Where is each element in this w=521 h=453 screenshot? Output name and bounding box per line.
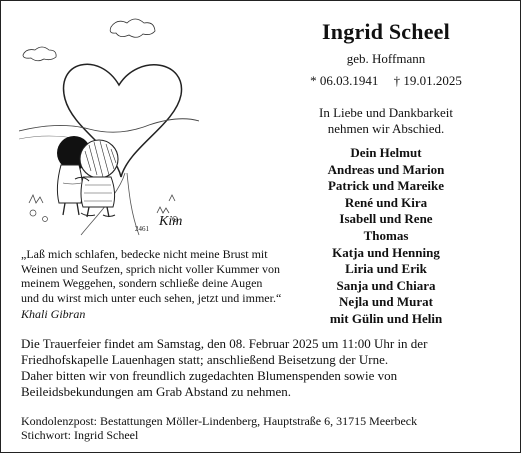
quote-text xyxy=(21,247,283,305)
mourner: Liria und Erik xyxy=(345,261,427,277)
notice-line: Friedhofskapelle Lauenhagen statt; anschließend Beisetzung der Urne. xyxy=(21,352,389,367)
quote-line: „Laß mich schlafen, bedecke nicht meine Brust mit xyxy=(21,247,268,261)
contact-line: Stichwort: Ingrid Scheel xyxy=(21,428,139,442)
contact-line: Kondolenzpost: Bestattungen Möller-Lindenberg, Hauptstraße 6, 31715 Meerbeck xyxy=(21,414,418,428)
life-dates xyxy=(263,73,509,89)
condolence-contact xyxy=(21,414,511,442)
farewell-text xyxy=(263,105,509,137)
mourner: Andreas und Marion xyxy=(327,161,445,177)
couple-heart-illustration xyxy=(19,13,199,239)
mourner: Thomas xyxy=(363,227,409,243)
quote-line: und du wirst mich unter euch sehen, jetzt und immer.“ xyxy=(21,290,282,305)
mourners-list xyxy=(263,145,509,328)
farewell-line: nehmen wir Abschied. xyxy=(327,121,445,136)
funeral-notice xyxy=(21,336,511,400)
artist-signature: Kim xyxy=(159,214,183,229)
death-date: † 19.01.2025 xyxy=(393,73,462,88)
notice-line: Die Trauerfeier findet am Samstag, den 08. Februar 2025 um 11:00 Uhr in der xyxy=(21,336,428,351)
mourner: Nejla und Murat xyxy=(339,294,433,310)
illustration-number: 2461 xyxy=(135,225,149,233)
quote-author: Khali Gibran xyxy=(21,307,86,321)
farewell-line: In Liebe und Dankbarkeit xyxy=(319,105,453,120)
obituary-header xyxy=(263,15,509,328)
mourner: Katja und Henning xyxy=(332,244,440,260)
birth-date: * 06.03.1941 xyxy=(310,73,379,88)
deceased-name: Ingrid Scheel xyxy=(322,19,450,44)
notice-line: Daher bitten wir von freundlich zugedachten Blumenspenden sowie von xyxy=(21,368,398,383)
quote-line: Weinen und Seufzen, sprich nicht voller Kummer von xyxy=(21,261,280,276)
mourner: Sanja und Chiara xyxy=(336,277,436,293)
gibran-quote xyxy=(21,247,283,322)
mourner: Dein Helmut xyxy=(350,145,422,160)
mourner: Patrick und Mareike xyxy=(327,178,445,194)
mourner: Isabell und Rene xyxy=(339,211,433,227)
maiden-name: geb. Hoffmann xyxy=(346,51,426,66)
quote-line: meinem Weggehen, sondern schließe deine Augen xyxy=(21,276,263,290)
mourner: René und Kira xyxy=(344,194,428,210)
notice-line: Beileidsbekundungen am Grab Abstand zu nehmen. xyxy=(21,384,292,399)
mourner: mit Gülin und Helin xyxy=(329,310,443,326)
